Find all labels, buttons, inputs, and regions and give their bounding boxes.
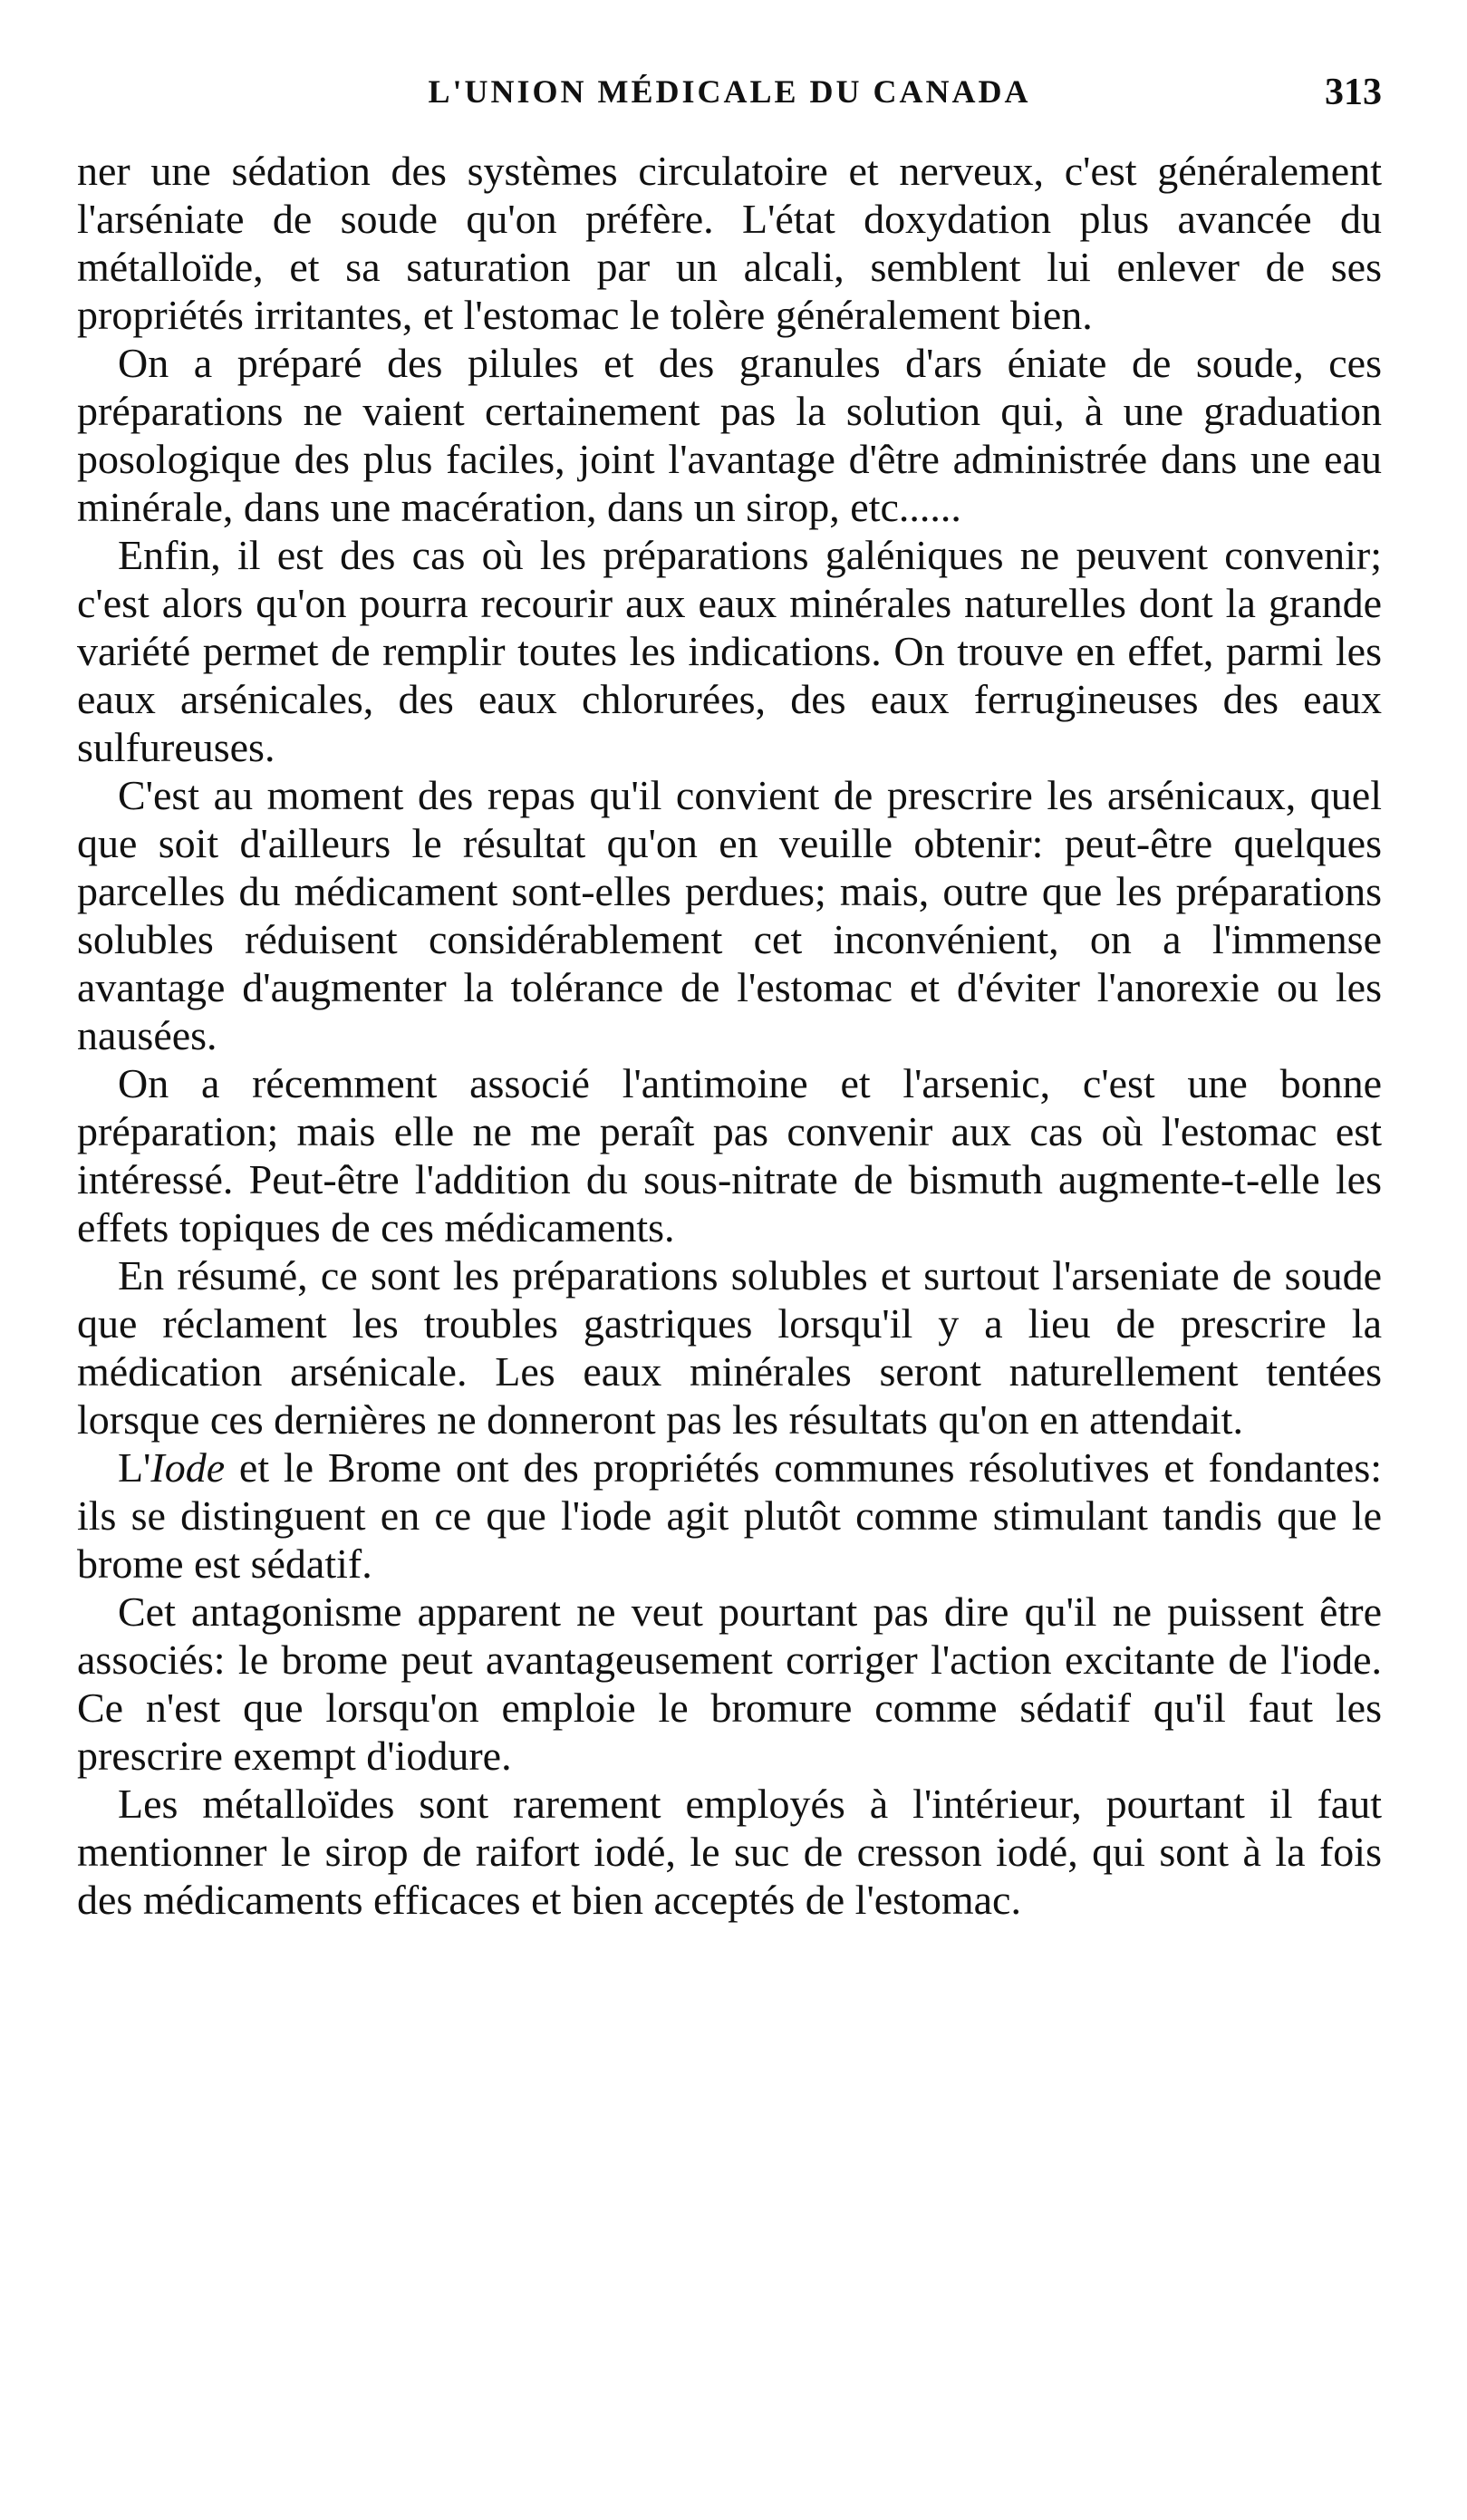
body-text — [77, 147, 1382, 1924]
paragraph: ner une sédation des systèmes circulatoire et nerveux, c'est généralement l'arséniate de soude qu'on préfère. L'état doxydation plus avancée du métalloïde, et sa saturation par un alcali, semblent lui enlever de ses propriétés irritantes, et l'estomac le tolère généralement bien. — [77, 148, 1382, 338]
paragraph: En résumé, ce sont les préparations solubles et surtout l'arseniate de soude que réclament les troubles gastriques lorsqu'il y a lieu de prescrire la médication arsénicale. Les eaux minérales seront naturellement tentées lorsque ces dernières ne donneront pas les résultats qu'on en attendait. — [77, 1252, 1382, 1443]
paragraph: Enfin, il est des cas où les préparations galéniques ne peuvent convenir; c'est alors qu'on pourra recourir aux eaux minérales naturelles dont la grande variété permet de remplir toutes les indications. On trouve en effet, parmi les eaux arsénicales, des eaux chlorurées, des eaux ferrugineuses des eaux sulfureuses. — [77, 532, 1382, 770]
paragraph-rest: et le Brome ont des propriétés communes résolutives et fondantes: ils se distinguent en ce que l'iode agit plutôt comme stimulant tandis que le brome est sédatif. — [77, 1444, 1382, 1587]
document-page — [77, 54, 1382, 2465]
paragraph: C'est au moment des repas qu'il convient de prescrire les arsénicaux, quel que soit d'ailleurs le résultat qu'on en veuille obtenir: peut-être quelques parcelles du médicament sont-elles perdues; mais, outre que les préparations solubles réduisent considérablement cet inconvénient, on a l'immense avantage d'augmenter la tolérance de l'estomac et d'éviter l'anorexie ou les nausées. — [77, 772, 1382, 1058]
paragraph: On a préparé des pilules et des granules d'ars éniate de soude, ces préparations ne vaient certainement pas la solution qui, à une graduation posologique des plus faciles, joint l'avantage d'être administrée dans une eau minérale, dans une macération, dans un sirop, etc...... — [77, 340, 1382, 530]
paragraph: Les métalloïdes sont rarement employés à l'intérieur, pourtant il faut mentionner le sirop de raifort iodé, le suc de cresson iodé, qui sont à la fois des médicaments efficaces et bien acceptés de l'estomac. — [77, 1781, 1382, 1923]
paragraph: Cet antagonisme apparent ne veut pourtant pas dire qu'il ne puissent être associés: le brome peut avantageusement corriger l'action excitante de l'iode. Ce n'est que lorsqu'on emploie le bromure comme sédatif qu'il faut les prescrire exempt d'iodure. — [77, 1588, 1382, 1779]
paragraph: On a récemment associé l'antimoine et l'arsenic, c'est une bonne préparation; mais elle ne me peraît pas convenir aux cas où l'estomac est intéressé. Peut-être l'addition du sous-nitrate de bismuth augmente-t-elle les effets topiques de ces médicaments. — [77, 1060, 1382, 1250]
italic-term: Iode — [150, 1444, 226, 1491]
paragraph — [77, 1443, 1382, 1588]
running-header — [77, 54, 1382, 127]
paragraph-lead: L' — [118, 1444, 151, 1491]
page-number: 313 — [1325, 72, 1382, 113]
running-title: L'UNION MÉDICALE DU CANADA — [428, 73, 1031, 110]
